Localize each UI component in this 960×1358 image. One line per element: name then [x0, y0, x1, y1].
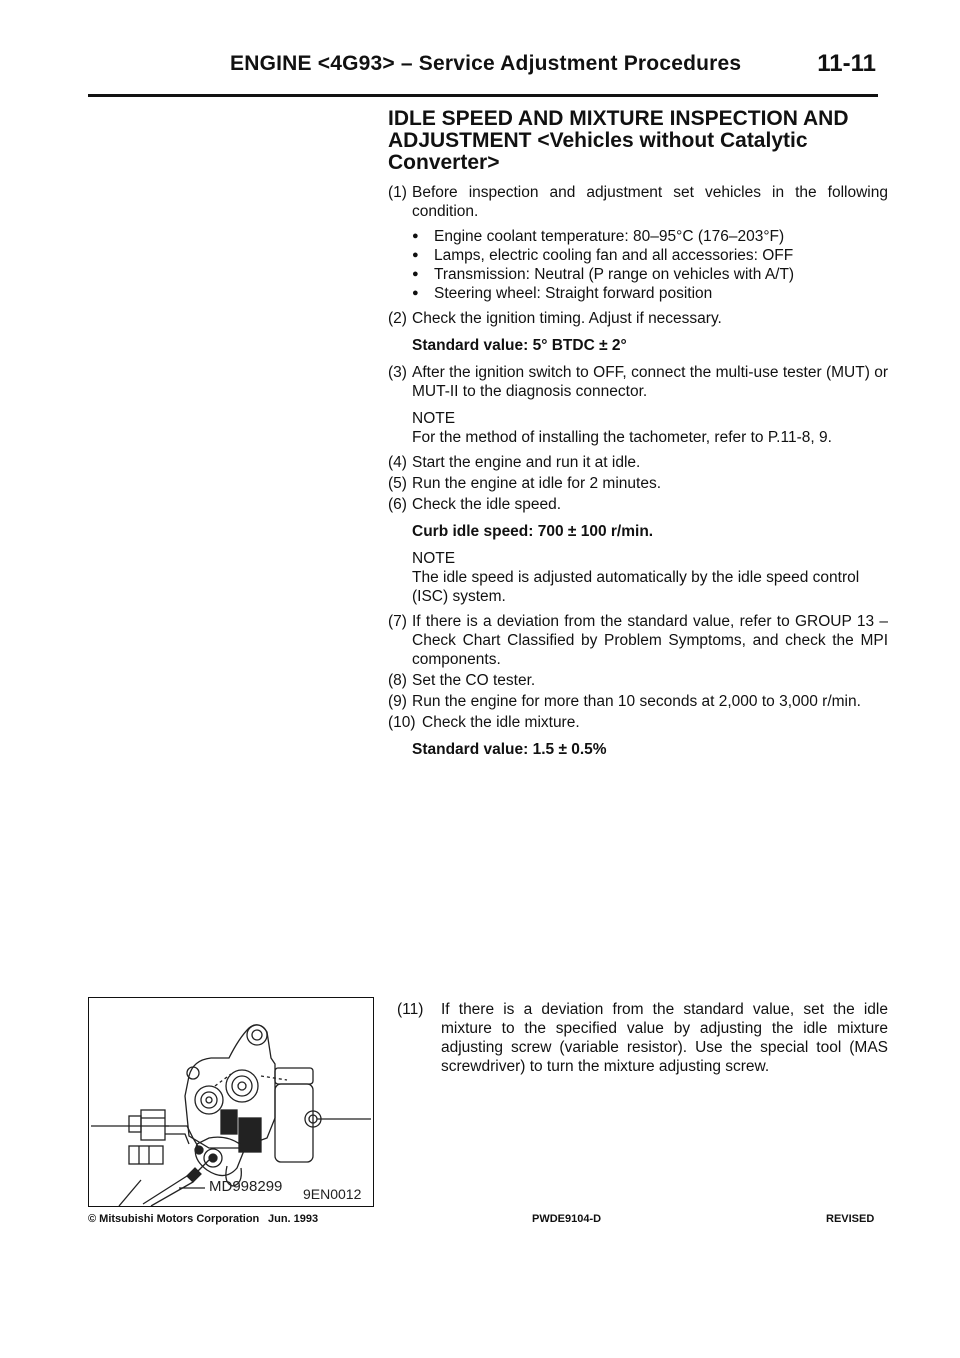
note-tachometer — [412, 409, 888, 447]
idle-speed-value: Curb idle speed: 700 ± 100 r/min. — [412, 523, 654, 540]
note-isc — [412, 549, 888, 606]
step-number: (10) — [388, 714, 416, 731]
footer-status: REVISED — [826, 1213, 875, 1225]
step-number: (8) — [388, 672, 407, 689]
step-2 — [388, 309, 888, 328]
step-3 — [388, 363, 888, 401]
step-text: Set the CO tester. — [412, 672, 536, 689]
bullet-icon: ● — [412, 287, 419, 299]
list-item — [412, 284, 888, 303]
footer-code: PWDE9104-D — [532, 1213, 602, 1225]
note-text: For the method of installing the tachometer, refer to P.11-8, 9. — [412, 429, 832, 446]
step-text: Check the idle mixture. — [422, 714, 580, 731]
mixture-standard-value: Standard value: 1.5 ± 0.5% — [412, 741, 607, 758]
footer-date: Jun. 1993 — [268, 1213, 319, 1225]
step-1 — [388, 183, 888, 221]
figure-mixture-screw — [88, 997, 374, 1207]
step-11 — [397, 1000, 888, 1076]
step-9 — [388, 692, 888, 711]
step-number: (9) — [388, 693, 407, 710]
step-7 — [388, 612, 888, 669]
step-text: If there is a deviation from the standard value, set the idle mixture to the specified value by adjusting the idle mixture adjusting screw (variable resistor). Use the special tool (MAS screwdriver) to turn the mixture adjusting screw. — [441, 1001, 888, 1075]
step-text: Before inspection and adjustment set vehicles in the following condition. — [412, 184, 888, 220]
step-10 — [388, 713, 888, 732]
figure-code: 9EN0012 — [303, 1186, 362, 1202]
list-item-text: Engine coolant temperature: 80–95°C (176–203°F) — [434, 228, 785, 245]
step-4 — [388, 453, 888, 472]
step-number: (5) — [388, 475, 407, 492]
step-number: (4) — [388, 454, 407, 471]
step-text: Check the idle speed. — [412, 496, 562, 513]
step-5 — [388, 474, 888, 493]
step-text: If there is a deviation from the standard value, refer to GROUP 13 – Check Chart Classified by Problem Symptoms, and check the MPI components. — [412, 613, 888, 668]
step-8 — [388, 671, 888, 690]
page-number: 11-11 — [817, 50, 876, 77]
step-number: (2) — [388, 310, 407, 327]
note-label: NOTE — [412, 550, 456, 567]
main-content — [388, 104, 888, 767]
timing-standard-value: Standard value: 5° BTDC ± 2° — [412, 337, 627, 354]
list-item — [412, 246, 888, 265]
step-number: (7) — [388, 613, 407, 630]
header-rule — [88, 94, 878, 97]
section-title: IDLE SPEED AND MIXTURE INSPECTION AND ADJUSTMENT <Vehicles without Catalytic Converter> — [388, 107, 849, 174]
list-item — [412, 227, 888, 246]
list-item-text: Lamps, electric cooling fan and all accessories: OFF — [434, 247, 794, 264]
step-text: Check the ignition timing. Adjust if necessary. — [412, 310, 722, 327]
footer-copyright: © Mitsubishi Motors Corporation — [88, 1213, 260, 1225]
list-item — [412, 265, 888, 284]
tool-label: MD998299 — [209, 1178, 283, 1195]
step-number: (1) — [388, 184, 407, 201]
throttle-body-illustration — [89, 998, 373, 1206]
list-item-text: Steering wheel: Straight forward position — [434, 285, 713, 302]
step-text: Run the engine for more than 10 seconds at 2,000 to 3,000 r/min. — [412, 693, 861, 710]
step-number: (11) — [397, 1001, 424, 1018]
step-text: Run the engine at idle for 2 minutes. — [412, 475, 662, 492]
bullet-icon: ● — [412, 268, 419, 280]
page-header — [230, 40, 876, 80]
step-text: After the ignition switch to OFF, connect the multi-use tester (MUT) or MUT-II to the diagnosis connector. — [412, 364, 888, 400]
step-text: Start the engine and run it at idle. — [412, 454, 641, 471]
note-label: NOTE — [412, 410, 456, 427]
list-item-text: Transmission: Neutral (P range on vehicles with A/T) — [434, 266, 795, 283]
bullet-icon: ● — [412, 230, 419, 242]
step-number: (3) — [388, 364, 407, 381]
step-6 — [388, 495, 888, 514]
note-text: The idle speed is adjusted automatically by the idle speed control (ISC) system. — [412, 569, 860, 605]
condition-list — [412, 227, 888, 303]
step-11-block — [397, 998, 888, 1076]
step-number: (6) — [388, 496, 407, 513]
bullet-icon: ● — [412, 249, 419, 261]
header-title: ENGINE <4G93> – Service Adjustment Procedures — [230, 52, 742, 75]
